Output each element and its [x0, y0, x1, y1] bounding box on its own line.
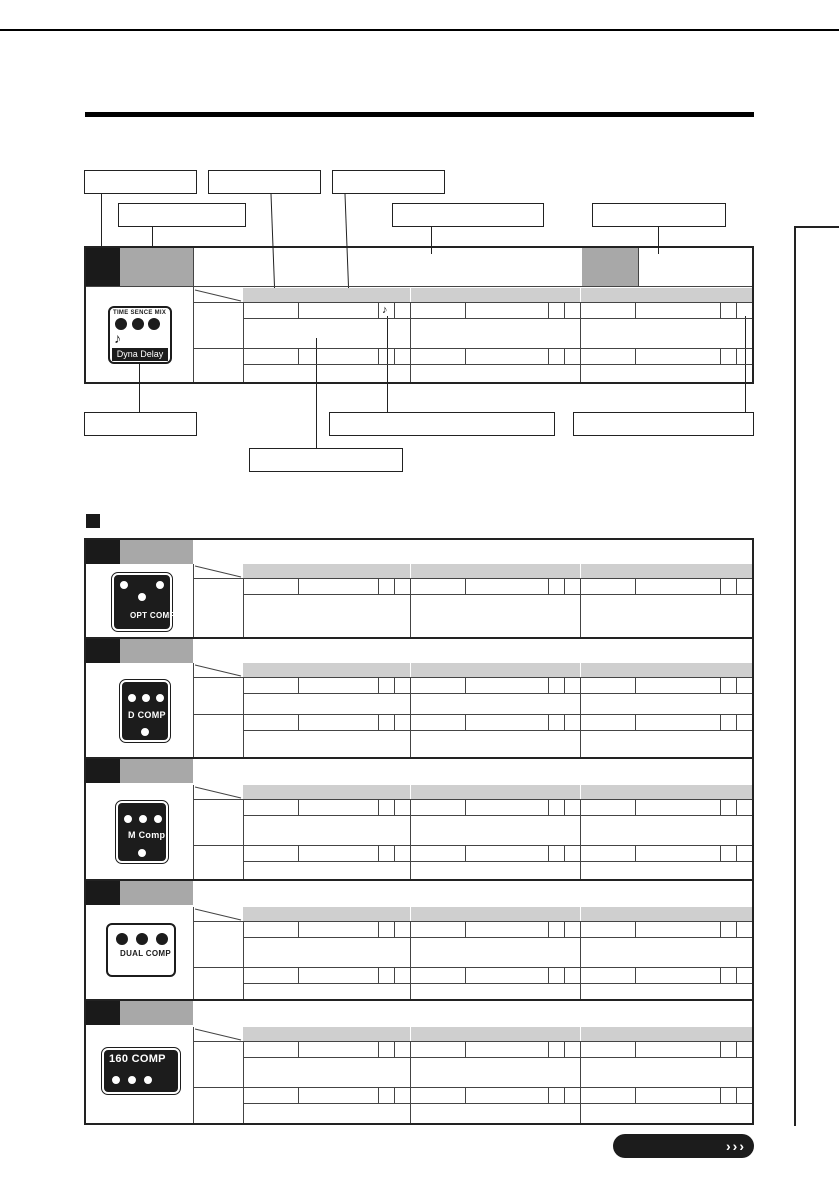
param-range-divider: [378, 348, 379, 364]
param-range-divider: [378, 967, 379, 983]
pedal-image-dyna-delay: [108, 306, 172, 364]
param-range-divider: [548, 1087, 549, 1103]
effect-name-cell: [120, 759, 193, 783]
col-divider: [410, 1041, 411, 1087]
col-divider: [580, 348, 581, 382]
callout-box-tempo: [329, 412, 555, 436]
pedal-name-plate: Dyna Delay: [112, 348, 168, 361]
effect-name-cell: [120, 639, 193, 663]
col-divider: [243, 578, 244, 637]
param-range-divider: [548, 799, 549, 815]
sub-divider: [243, 693, 752, 694]
param-flag-divider: [564, 967, 565, 983]
knob-icon: [126, 1074, 138, 1086]
param-name-divider: [465, 677, 466, 693]
row-divider: [193, 967, 752, 968]
pedal-image-d-comp: [120, 680, 170, 742]
param-range-divider: [548, 921, 549, 937]
param-flag-divider: [736, 302, 737, 318]
param-name-divider: [465, 578, 466, 594]
param-range-divider: [720, 921, 721, 937]
param-range-divider: [548, 302, 549, 318]
col-divider: [243, 845, 244, 879]
param-flag-divider: [564, 714, 565, 730]
corner-slash: [193, 288, 243, 302]
param-name-divider: [465, 1041, 466, 1057]
category-block: [86, 759, 120, 783]
param-name-divider: [465, 845, 466, 861]
page-header-cell: [243, 785, 752, 799]
param-range-divider: [378, 845, 379, 861]
param-flag-divider: [736, 799, 737, 815]
effect-entry: [86, 639, 752, 757]
sub-divider: [243, 861, 752, 862]
col-divider: [243, 677, 244, 714]
param-name-divider: [298, 1041, 299, 1057]
col-divider: [410, 967, 411, 999]
footswitch-icon: [136, 847, 148, 859]
knob-icon: [152, 813, 164, 825]
param-name-divider: [635, 677, 636, 693]
param-name-divider: [298, 714, 299, 730]
col-divider: [410, 677, 411, 714]
param-flag-divider: [394, 714, 395, 730]
param-flag-divider: [736, 714, 737, 730]
param-range-divider: [548, 845, 549, 861]
param-name-divider: [635, 845, 636, 861]
callout-box-pedal-image: [84, 412, 197, 436]
param-range-divider: [378, 799, 379, 815]
param-name-divider: [465, 921, 466, 937]
col-divider: [243, 348, 244, 382]
param-name-divider: [465, 967, 466, 983]
category-block: [86, 248, 120, 286]
col-divider: [243, 1087, 244, 1123]
category-block: [86, 1001, 120, 1025]
knob-icon: [148, 318, 160, 330]
param-flag-divider: [736, 677, 737, 693]
param-range-divider: [720, 967, 721, 983]
param-name-divider: [465, 799, 466, 815]
row-divider: [193, 677, 752, 678]
param-flag-divider: [736, 348, 737, 364]
param-name-divider: [465, 1087, 466, 1103]
col-divider: [580, 799, 581, 845]
param-name-divider: [298, 921, 299, 937]
param-flag-divider: [564, 302, 565, 318]
knob-icon: [140, 692, 152, 704]
param-range-divider: [720, 714, 721, 730]
param-flag-divider: [394, 302, 395, 318]
pedal-name: D COMP: [128, 710, 166, 720]
sub-divider: [243, 983, 752, 984]
pedal-name: DUAL COMP: [120, 949, 171, 958]
pedal-image-160-comp: [102, 1048, 180, 1094]
col-divider: [410, 302, 411, 348]
effect-name-cell: [120, 1001, 193, 1025]
effect-name-cell: [120, 540, 193, 564]
param-flag-divider: [394, 967, 395, 983]
param-flag-divider: [736, 845, 737, 861]
param-flag-divider: [564, 845, 565, 861]
param-range-divider: [548, 348, 549, 364]
page-header-cell: [243, 564, 752, 578]
col-divider: [410, 921, 411, 967]
row-divider: [86, 286, 752, 287]
corner-slash: [193, 1027, 243, 1041]
param-range-divider: [548, 677, 549, 693]
param-flag-divider: [736, 967, 737, 983]
param-flag-divider: [394, 1041, 395, 1057]
col-divider: [410, 1087, 411, 1123]
corner-slash: [193, 663, 243, 677]
param-name-divider: [298, 578, 299, 594]
row-divider: [193, 921, 752, 922]
knob-icon: [154, 692, 166, 704]
param-flag-divider: [394, 677, 395, 693]
param-range-divider: [720, 1087, 721, 1103]
param-name-divider: [298, 677, 299, 693]
col-divider: [243, 921, 244, 967]
param-range-divider: [548, 714, 549, 730]
param-name-divider: [298, 1087, 299, 1103]
col-divider: [243, 302, 244, 348]
col-divider: [243, 1041, 244, 1087]
param-name-divider: [298, 348, 299, 364]
corner-slash: [193, 564, 243, 578]
row-divider: [193, 1087, 752, 1088]
sub-divider: [243, 1103, 752, 1104]
side-tab: [794, 226, 839, 1126]
param-range-divider: [378, 1087, 379, 1103]
pedal-image-dual-comp: [106, 923, 176, 977]
knob-icon: [132, 318, 144, 330]
page-header-cell: [243, 1027, 752, 1041]
param-range-divider: [720, 799, 721, 815]
param-flag-divider: [564, 921, 565, 937]
knob-icon: [122, 813, 134, 825]
footswitch-icon: [139, 726, 151, 738]
row-divider: [193, 1041, 752, 1042]
row-divider: [193, 302, 752, 303]
param-name-divider: [635, 799, 636, 815]
callout-box-pedal-control: [573, 412, 754, 436]
row-divider: [193, 578, 752, 579]
category-block: [86, 881, 120, 905]
entry-divider: [86, 757, 752, 759]
page-header-cell: [243, 907, 752, 921]
col-divider: [580, 845, 581, 879]
param-name-divider: [298, 967, 299, 983]
row-divider: [193, 714, 752, 715]
param-name-divider: [635, 1087, 636, 1103]
param-name-divider: [635, 921, 636, 937]
page-header-cell: [243, 288, 752, 302]
knob-icon: [154, 579, 166, 591]
param-range-divider: [720, 845, 721, 861]
param-range-divider: [720, 578, 721, 594]
knob-icon: [115, 318, 127, 330]
entry-divider: [86, 637, 752, 639]
param-flag-divider: [394, 348, 395, 364]
knob-icon: [136, 933, 148, 945]
param-name-divider: [635, 302, 636, 318]
param-flag-divider: [564, 348, 565, 364]
param-flag-divider: [736, 1041, 737, 1057]
param-flag-divider: [394, 799, 395, 815]
param-flag-divider: [394, 921, 395, 937]
col-divider: [580, 578, 581, 637]
param-name-divider: [635, 578, 636, 594]
tempo-note-icon: ♪: [382, 304, 388, 316]
effect-name-cell: [120, 881, 193, 905]
param-name-divider: [298, 302, 299, 318]
effect-name-cell: [120, 248, 193, 286]
col-divider: [580, 921, 581, 967]
effect-entry: [86, 540, 752, 637]
param-flag-divider: [564, 1041, 565, 1057]
param-name-divider: [635, 348, 636, 364]
section-marker-icon: [86, 514, 100, 528]
col-divider: [243, 799, 244, 845]
param-flag-divider: [394, 578, 395, 594]
param-name-divider: [465, 714, 466, 730]
col-divider: [410, 714, 411, 757]
col-divider: [580, 302, 581, 348]
param-flag-divider: [394, 1087, 395, 1103]
param-name-divider: [298, 799, 299, 815]
param-range-divider: [378, 302, 379, 318]
corner-slash: [193, 785, 243, 799]
knob-icon: [110, 1074, 122, 1086]
pedal-image-m-comp: [116, 801, 168, 863]
callout-box-param-explain: [249, 448, 403, 472]
param-range-divider: [378, 578, 379, 594]
sub-divider: [243, 1057, 752, 1058]
effect-entry: [86, 881, 752, 999]
knob-icon: [126, 692, 138, 704]
knob-icon: [137, 813, 149, 825]
next-page-button[interactable]: ›››: [613, 1134, 754, 1158]
col-divider: [410, 578, 411, 637]
music-notes-icon: ♪: [114, 330, 122, 346]
pedal-name: OPT COMP: [130, 611, 176, 620]
knob-icon: [156, 933, 168, 945]
col-divider: [580, 1087, 581, 1123]
page-header-cell: [243, 663, 752, 677]
param-range-divider: [378, 1041, 379, 1057]
col-divider: [580, 1041, 581, 1087]
col-divider: [638, 248, 639, 286]
col-divider: [580, 967, 581, 999]
entry-divider: [86, 879, 752, 881]
sub-divider: [243, 594, 752, 595]
param-flag-divider: [564, 578, 565, 594]
param-range-divider: [548, 578, 549, 594]
pedal-knob-labels: TIME SENCE MIX: [113, 310, 167, 316]
sub-divider: [243, 730, 752, 731]
row-divider: [193, 348, 752, 349]
col-divider: [580, 677, 581, 714]
col-divider: [410, 799, 411, 845]
row-divider: [193, 799, 752, 800]
sub-divider: [243, 364, 752, 365]
pedal-name: M Comp: [128, 830, 166, 840]
sub-divider: [243, 937, 752, 938]
category-block: [86, 540, 120, 564]
sub-divider: [243, 815, 752, 816]
param-range-divider: [548, 967, 549, 983]
row-divider: [193, 845, 752, 846]
param-flag-divider: [564, 677, 565, 693]
model-cell: [582, 248, 638, 286]
param-range-divider: [548, 1041, 549, 1057]
param-flag-divider: [736, 921, 737, 937]
category-block: [86, 639, 120, 663]
pedal-name: 160 COMP: [109, 1053, 166, 1065]
col-divider: [243, 967, 244, 999]
param-flag-divider: [736, 578, 737, 594]
param-name-divider: [298, 845, 299, 861]
param-flag-divider: [394, 845, 395, 861]
knob-icon: [136, 591, 148, 603]
param-name-divider: [635, 714, 636, 730]
corner-slash: [193, 907, 243, 921]
param-name-divider: [635, 1041, 636, 1057]
param-range-divider: [378, 714, 379, 730]
param-name-divider: [635, 967, 636, 983]
effect-entry: [86, 1001, 752, 1123]
param-flag-divider: [564, 1087, 565, 1103]
knob-icon: [116, 933, 128, 945]
col-divider: [410, 845, 411, 879]
knob-icon: [118, 579, 130, 591]
param-flag-divider: [736, 1087, 737, 1103]
col-divider: [243, 714, 244, 757]
param-flag-divider: [564, 799, 565, 815]
param-range-divider: [720, 302, 721, 318]
param-range-divider: [720, 348, 721, 364]
param-range-divider: [378, 677, 379, 693]
pedal-image-opt-comp: [112, 573, 176, 631]
col-divider: [580, 714, 581, 757]
entry-divider: [86, 999, 752, 1001]
col-divider: [410, 348, 411, 382]
param-name-divider: [465, 348, 466, 364]
knob-icon: [142, 1074, 154, 1086]
sub-divider: [243, 318, 752, 319]
param-range-divider: [720, 1041, 721, 1057]
param-name-divider: [465, 302, 466, 318]
param-range-divider: [378, 921, 379, 937]
param-range-divider: [720, 677, 721, 693]
